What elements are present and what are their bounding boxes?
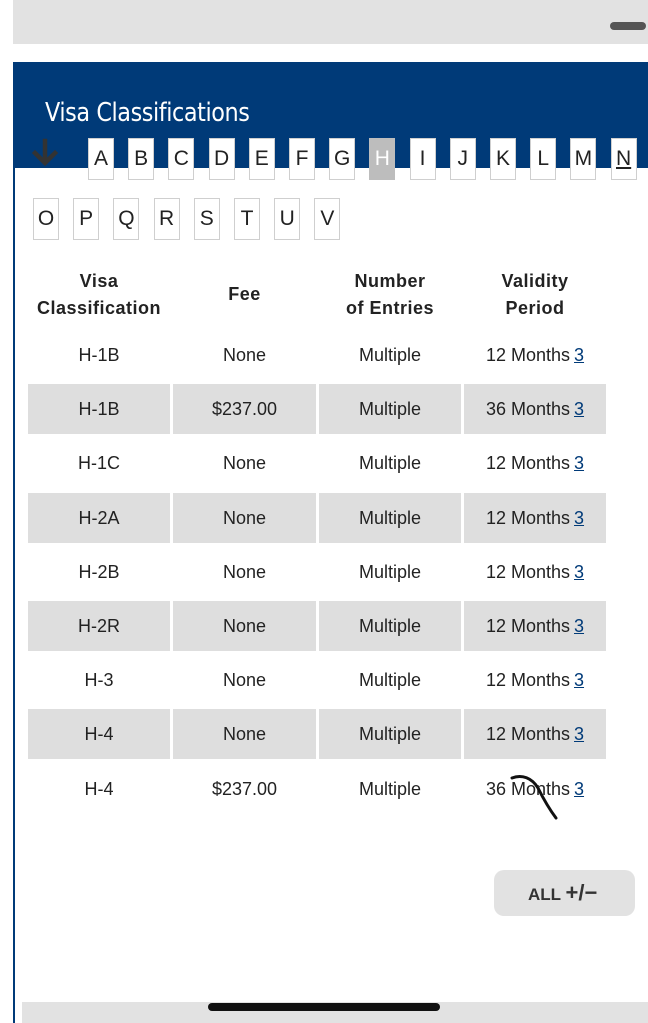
expand-all-button[interactable] [494, 870, 635, 916]
letter-label: E [254, 147, 269, 170]
cell-classification: H-2A [28, 493, 170, 543]
letter-label: T [240, 207, 254, 230]
letter-label: S [199, 207, 214, 230]
header-entries: Number of Entries [345, 271, 434, 318]
letter-n-button[interactable] [611, 138, 637, 180]
letter-label: N [616, 147, 632, 170]
letter-s-button[interactable] [194, 198, 220, 240]
header-classification: Visa Classification [36, 271, 162, 318]
table-row [28, 382, 608, 436]
table-row [28, 653, 608, 707]
table-row [28, 491, 608, 545]
cell-fee: $237.00 [173, 384, 316, 434]
table-header [28, 268, 608, 328]
footnote-link[interactable]: 3 [574, 724, 585, 745]
letter-label: O [37, 207, 55, 230]
cell-entries: Multiple [358, 778, 422, 799]
table-row [28, 328, 608, 382]
cell-validity [464, 709, 606, 759]
cell-entries: Multiple [358, 670, 422, 691]
letter-label: R [159, 207, 175, 230]
letter-label: L [537, 147, 550, 170]
letter-g-button[interactable] [329, 138, 355, 180]
cell-entries: Multiple [358, 561, 422, 582]
letter-k-button[interactable] [490, 138, 516, 180]
alphabet-row-1 [30, 138, 630, 182]
panel-title: Visa Classifications [45, 98, 250, 128]
cell-validity [464, 547, 606, 597]
letter-label: G [334, 147, 351, 170]
cell-fee: None [173, 601, 316, 651]
header-fee: Fee [228, 284, 261, 304]
alphabet-row-2 [30, 198, 630, 242]
footnote-link[interactable]: 3 [574, 561, 585, 582]
cell-entries: Multiple [358, 453, 422, 474]
table-row [28, 436, 608, 490]
cell-classification: H-1B [28, 384, 170, 434]
cell-fee: None [222, 561, 267, 582]
cell-entries: Multiple [319, 493, 461, 543]
cell-fee: $237.00 [211, 778, 278, 799]
letter-label: Q [118, 207, 135, 230]
cell-fee: None [173, 493, 316, 543]
letter-label: H [374, 147, 390, 170]
letter-i-button[interactable] [410, 138, 436, 180]
cell-classification: H-3 [84, 670, 114, 691]
letter-a-button[interactable] [88, 138, 114, 180]
validity-text: 36 Months [485, 399, 571, 420]
letter-label: D [214, 147, 230, 170]
footnote-link[interactable]: 3 [574, 345, 585, 365]
validity-text: 12 Months [485, 453, 571, 474]
cell-entries: Multiple [358, 345, 422, 365]
cell-classification: H-1C [77, 453, 120, 474]
footnote-link[interactable]: 3 [574, 778, 585, 799]
letter-j-button[interactable] [450, 138, 476, 180]
cell-fee: None [222, 345, 267, 365]
visa-table [28, 268, 608, 816]
letter-label: U [279, 207, 295, 230]
plus-minus-icon: +/− [565, 880, 598, 905]
letter-label: J [457, 147, 469, 170]
letter-r-button[interactable] [154, 198, 180, 240]
cell-validity [464, 655, 606, 705]
top-bar [13, 0, 648, 44]
cell-validity [464, 601, 606, 651]
footnote-link[interactable]: 3 [574, 670, 585, 691]
letter-label: I [419, 147, 426, 170]
cell-validity [464, 438, 606, 488]
pen-scribble-mark [508, 770, 564, 826]
cell-fee: None [173, 709, 316, 759]
alphabet-filter [30, 138, 630, 258]
letter-h-button[interactable] [369, 138, 395, 180]
letter-m-button[interactable] [570, 138, 596, 180]
cell-validity [464, 384, 606, 434]
letter-label: F [295, 147, 309, 170]
letter-l-button[interactable] [530, 138, 556, 180]
cell-validity [464, 493, 606, 543]
footnote-link[interactable]: 3 [574, 507, 585, 528]
letter-e-button[interactable] [249, 138, 275, 180]
letter-label: A [93, 147, 108, 170]
letter-label: M [574, 147, 593, 170]
letter-u-button[interactable] [274, 198, 300, 240]
letter-label: K [495, 147, 510, 170]
letter-label: V [320, 207, 335, 230]
letter-t-button[interactable] [234, 198, 260, 240]
letter-v-button[interactable] [314, 198, 340, 240]
table-row [28, 599, 608, 653]
footnote-link[interactable]: 3 [574, 399, 585, 420]
cell-fee: None [222, 670, 267, 691]
footnote-link[interactable]: 3 [574, 615, 585, 636]
letter-d-button[interactable] [209, 138, 235, 180]
cell-entries: Multiple [319, 601, 461, 651]
validity-text: 12 Months [485, 724, 571, 745]
expand-all-label: ALL [528, 885, 561, 904]
validity-text: 36 Months [485, 778, 571, 799]
footnote-link[interactable]: 3 [574, 453, 585, 474]
cell-fee: None [222, 453, 267, 474]
validity-text: 12 Months [485, 561, 571, 582]
table-body [28, 328, 608, 816]
letter-label: B [134, 147, 149, 170]
letter-label: P [79, 207, 94, 230]
letter-o-button[interactable] [33, 198, 59, 240]
minimize-bar-icon[interactable] [610, 22, 646, 30]
letter-q-button[interactable] [113, 198, 139, 240]
cell-entries: Multiple [319, 709, 461, 759]
cell-entries: Multiple [319, 384, 461, 434]
validity-text: 12 Months [485, 615, 571, 636]
letter-f-button[interactable] [289, 138, 315, 180]
validity-text: 12 Months [485, 345, 571, 365]
cell-classification: H-2R [28, 601, 170, 651]
table-row [28, 545, 608, 599]
validity-text: 12 Months [485, 507, 571, 528]
letter-b-button[interactable] [128, 138, 154, 180]
letter-label: C [173, 147, 189, 170]
header-validity: Validity Period [501, 271, 569, 318]
home-indicator[interactable] [208, 1003, 440, 1011]
cell-classification: H-1B [78, 345, 120, 365]
letter-p-button[interactable] [73, 198, 99, 240]
validity-text: 12 Months [485, 670, 571, 691]
letter-c-button[interactable] [168, 138, 194, 180]
arrow-down-icon [30, 138, 60, 168]
cell-classification: H-4 [28, 709, 170, 759]
cell-classification: H-2B [78, 561, 120, 582]
cell-validity [464, 330, 606, 380]
table-row [28, 707, 608, 761]
cell-classification: H-4 [84, 778, 114, 799]
